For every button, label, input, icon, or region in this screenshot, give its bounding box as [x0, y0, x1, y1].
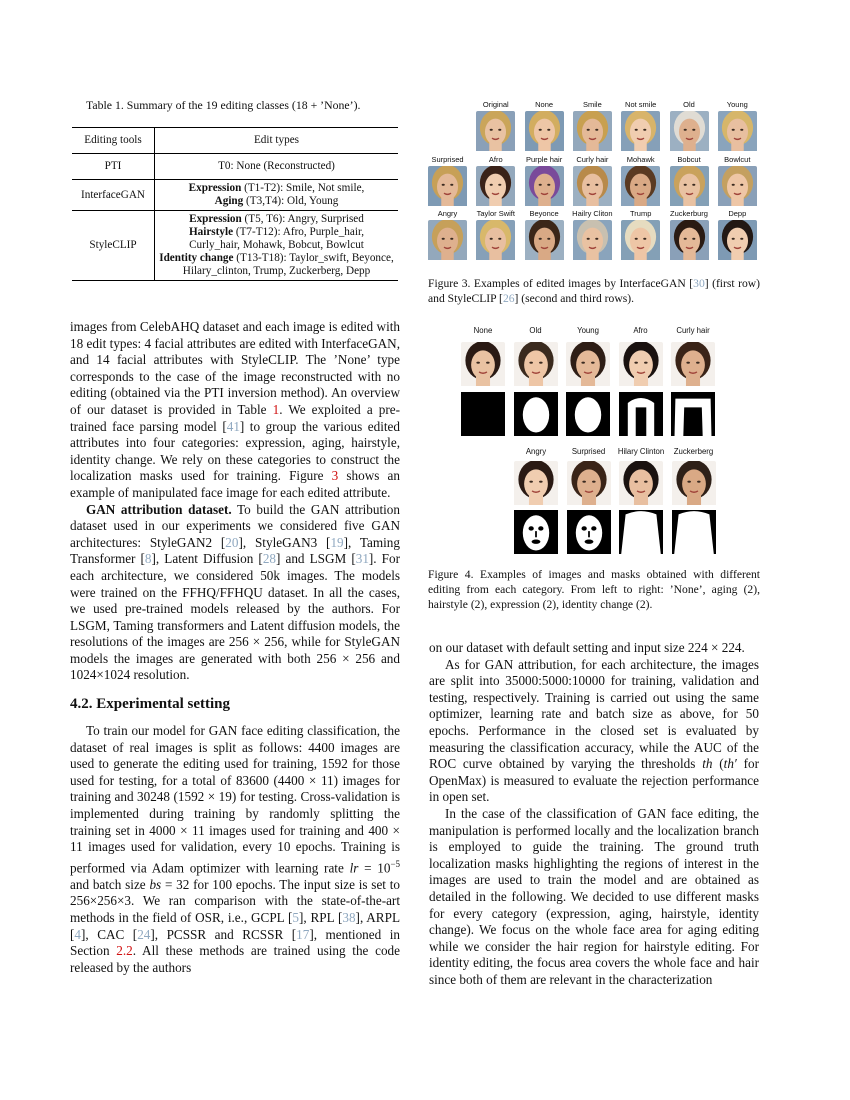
face-image [573, 220, 612, 265]
table-caption: Table 1. Summary of the 19 editing classes (18 + ’None’). [86, 98, 361, 112]
face-label: Surprised [571, 447, 606, 456]
face-label: Beyonce [529, 209, 559, 218]
cross-ref: 3 [331, 468, 339, 484]
citation-ref: 24 [137, 926, 151, 942]
header-editing-tools: Editing tools [72, 128, 155, 154]
face-image [567, 461, 611, 510]
mask-image [567, 510, 611, 559]
face-image [621, 166, 660, 211]
face-image [514, 461, 558, 510]
face-label: Mohawk [626, 155, 655, 164]
face-label: Taylor Swift [476, 209, 515, 218]
citation-ref: 38 [342, 909, 356, 925]
face-label: Depp [728, 209, 747, 218]
face-image [621, 220, 660, 265]
table-row [72, 211, 398, 281]
face-label: Bowlcut [724, 155, 751, 164]
face-image [670, 111, 709, 156]
face-image [428, 220, 467, 265]
face-label: None [535, 100, 554, 109]
paragraph-gan-attribution-training: As for GAN attribution, for each architecture, the images are split into 35000:5000:10000 for training, validation and testing, respectively. Training is carried out using the same optimizer, learning rate and batch size as above, for 50 epochs. Performance in the closed set is evaluated by measuring the classification accuracy, while the AUC of the ROC curve obtained by varying the thresholds th (th′ for OpenMax) is measured to evaluate the rejection performance in open set. [429, 656, 759, 805]
face-image [671, 342, 715, 391]
tool-cell: StyleCLIP [72, 211, 155, 281]
table-row [72, 154, 398, 180]
face-image [476, 166, 515, 211]
face-label: Curly hair [576, 155, 609, 164]
face-label: Curly hair [676, 326, 710, 335]
mask-image [514, 392, 558, 441]
face-image [566, 342, 610, 391]
citation-ref: 17 [296, 926, 310, 942]
face-image [621, 111, 660, 156]
face-label: Angry [525, 447, 547, 456]
cross-ref: 2.2 [116, 943, 133, 959]
citation-ref: 20 [225, 534, 239, 550]
section-heading: 4.2. Experimental setting [70, 696, 230, 713]
figure-4-caption: Figure 4. Examples of images and masks obtained with different editing from each category. From left to right: ’None’, aging (2), hairstyle (2), expression (2), identity change (2). [428, 568, 760, 611]
face-label: Purple hair [525, 155, 563, 164]
face-label: Not smile [625, 100, 657, 109]
face-label: Trump [629, 209, 652, 218]
face-image [428, 166, 467, 211]
face-label: Hilary Clinton [617, 447, 665, 456]
figure-4 [428, 320, 760, 560]
face-label: Surprised [431, 155, 464, 164]
header-edit-types: Edit types [155, 128, 399, 154]
mask-image [672, 510, 716, 559]
face-image [525, 220, 564, 265]
face-image [619, 461, 663, 510]
face-label: Smile [583, 100, 602, 109]
paragraph-experimental-setting: To train our model for GAN face editing classification, the dataset of real images is split as follows: 4400 images are used to generate the editing used for training, 1592 for those used for testing, for a total of 83600 (4400 × 11) images for training and 30248 (1592 × 19) for testing. Cross-validation is implemented during training by randomly splitting the training set in 4000 × 11 images used for training and 400 × 11 images used for validation, every 10 epochs. Training is performed via Adam optimizer with learning rate lr = $10^{-5}$ and batch size bs = 32 for 100 epochs. The input size is set to 256×256×3. We ran comparison with the state-of-the-art methods in the field of OSR, i.e., GCPL [5], RPL [38], ARPL [4], CAC [24], PCSSR and RCSSR [17], mentioned in Section 2.2. All these methods are trained using the code released by the authors [70, 723, 401, 975]
paragraph-gan-attribution: GAN attribution dataset. To build the GAN attribution dataset used in our experiments we considered five GAN architectures: StyleGAN2 [20], StyleGAN3 [19], Taming Transformer [8], Latent Diffusion [28] and LSGM [31]. For each architecture, we considered 50k images. The models were trained on the FFHQ/FFHQU dataset. In all the cases, we used pre-trained models released by the authors. For LSGM, Taming transformers and Latent diffusion models, the resolutions of the images are 256 × 256, while for StyleGAN models the images are generated with both 256 × 256 and 1024×1024 resolution. [70, 501, 400, 683]
mask-image [566, 392, 610, 441]
summary-table [72, 127, 398, 281]
face-image [525, 166, 564, 211]
citation-ref: 8 [144, 551, 152, 567]
paragraph-dataset: images from CelebAHQ dataset and each image is edited with 18 edit types: 4 facial attributes are edited with InterfaceGAN, and 14 facial attributes with StyleCLIP. The ’None’ type corresponds to the case of the image reconstructed with no editing (obtained via the PTI inversion method). An overview of our dataset is provided in Table 1. We exploited a pre-trained face parsing model [41] to group the various edited attributes into four categories: expression, aging, hairstyle, identity change. We rely on these categories to construct the localization masks used for training. Figure 3 shows an example of manipulated face image for each edited attribute. [70, 319, 400, 500]
citation-ref: 28 [262, 551, 277, 567]
right-column [429, 640, 759, 988]
face-label: Young [577, 326, 599, 335]
face-label: Young [726, 100, 748, 109]
face-image [476, 220, 515, 265]
edit-types-cell: T0: None (Reconstructed) [155, 154, 399, 180]
face-image [514, 342, 558, 391]
figure-3-caption: Figure 3. Examples of edited images by InterfaceGAN [30] (first row) and StyleCLIP [26] (second and third rows). [428, 277, 760, 305]
face-label: Afro [633, 326, 648, 335]
face-label: Afro [488, 155, 503, 164]
face-label: Zuckerburg [670, 209, 708, 218]
face-label: Zuckerberg [673, 447, 714, 456]
face-image [573, 166, 612, 211]
face-label: Old [683, 100, 695, 109]
mask-image [619, 510, 663, 559]
face-image [670, 166, 709, 211]
face-image [525, 111, 564, 156]
face-image [573, 111, 612, 156]
face-image [672, 461, 716, 510]
face-image [670, 220, 709, 265]
edit-types-cell: Expression (T1-T2): Smile, Not smile, Aging (T3,T4): Old, Young [155, 180, 399, 211]
citation-ref: 4 [74, 926, 81, 942]
face-image [476, 111, 515, 156]
face-image [718, 111, 757, 156]
face-image [619, 342, 663, 391]
table-row [72, 180, 398, 211]
face-label: None [473, 326, 493, 335]
face-label: Angry [437, 209, 458, 218]
left-column [70, 319, 400, 976]
face-image [461, 342, 505, 391]
tool-cell: InterfaceGAN [72, 180, 155, 211]
citation-ref: 31 [355, 551, 369, 567]
citation-ref: 19 [330, 534, 344, 550]
mask-image [461, 392, 505, 441]
face-image [718, 220, 757, 265]
mask-image [671, 392, 715, 441]
citation-ref: 41 [226, 418, 240, 434]
face-image [718, 166, 757, 211]
citation-ref: 5 [292, 909, 300, 925]
paragraph-continued: on our dataset with default setting and input size 224 × 224. [429, 640, 745, 655]
mask-image [514, 510, 558, 559]
cross-ref: 1 [272, 401, 280, 417]
figure-3 [428, 96, 760, 266]
face-label: Hailry Cliton [572, 209, 613, 218]
tool-cell: PTI [72, 154, 155, 180]
face-label: Bobcut [677, 155, 701, 164]
paragraph-localization: In the case of the classification of GAN face editing, the manipulation is performed locally and the localization branch is employed to guide the training. The ground truth localization masks highlighting the regions of interest in the images are used to train the model and are obtained as detailed in the following. We decided to use different masks for every category (expression, aging, hairstyle, identity change). We focus on the whole face area for aging editing while we consider the hair region for hairstyle editing. For identity editing, the focus area covers the whole face and hair since both of them are relevant in the characterization [429, 805, 759, 987]
mask-image [619, 392, 663, 441]
face-label: Original [482, 100, 509, 109]
edit-types-cell: Expression (T5, T6): Angry, Surprised Hairstyle (T7-T12): Afro, Purple_hair, Curly_hair, Mohawk, Bobcut, Bowlcut Identity change (T13-T18): Taylor_swift, Beyonce, Hilary_clinton, Trump, Zuckerberg, Depp [155, 211, 399, 281]
face-label: Old [529, 326, 542, 335]
table-1 [72, 98, 398, 281]
